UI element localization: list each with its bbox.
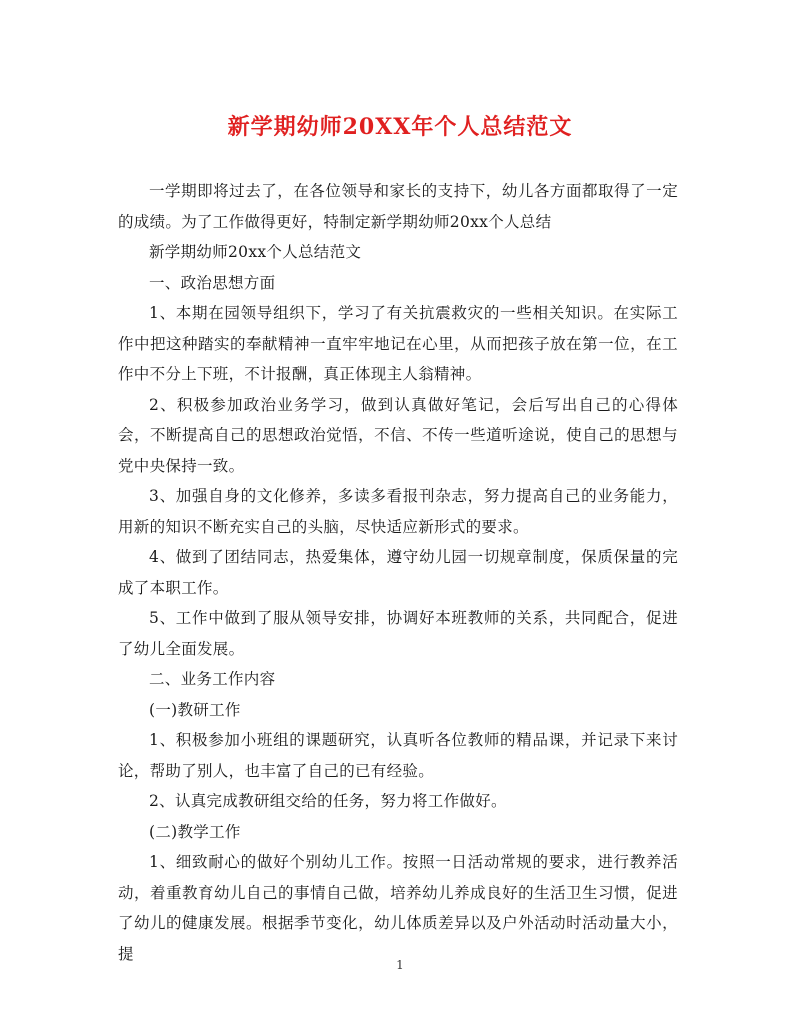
paragraph-research-1: 1、积极参加小班组的课题研究，认真听各位教师的精品课，并记录下来讨论，帮助了别人，也丰富了自己的已有经验。 xyxy=(118,731,678,780)
paragraph-politics-4: 4、做到了团结同志，热爱集体，遵守幼儿园一切规章制度，保质保量的完成了本职工作。 xyxy=(118,548,678,597)
paragraph-politics-2: 2、积极参加政治业务学习，做到认真做好笔记，会后写出自己的心得体会，不断提高自己的思想政治觉悟，不信、不传一些道听途说，使自己的思想与党中央保持一致。 xyxy=(118,395,678,475)
section-heading-politics: 一、政治思想方面 xyxy=(149,273,276,292)
document-body xyxy=(118,176,678,969)
subsection-heading-teaching: (二)教学工作 xyxy=(149,822,241,841)
paragraph-politics-3: 3、加强自身的文化修养，多读多看报刊杂志，努力提高自己的业务能力，用新的知识不断充实自己的头脑，尽快适应新形式的要求。 xyxy=(118,487,678,536)
paragraph-intro: 一学期即将过去了，在各位领导和家长的支持下，幼儿各方面都取得了一定的成绩。为了工作做得更好，特制定新学期幼师20xx个人总结 xyxy=(118,182,678,231)
subsection-heading-research: (一)教研工作 xyxy=(149,700,241,719)
paragraph-teaching-1: 1、细致耐心的做好个别幼儿工作。按照一日活动常规的要求，进行教养活动，着重教育幼儿自己的事情自己做，培养幼儿养成良好的生活卫生习惯，促进了幼儿的健康发展。根据季节变化，幼儿体质差异以及户外活动时活动量大小，提 xyxy=(118,853,678,963)
document-title: 新学期幼师20XX年个人总结范文 xyxy=(227,114,573,140)
paragraph-subtitle: 新学期幼师20xx个人总结范文 xyxy=(149,243,362,261)
section-heading-business: 二、业务工作内容 xyxy=(149,670,276,688)
paragraph-research-2: 2、认真完成教研组交给的任务，努力将工作做好。 xyxy=(149,792,507,810)
page-number: 1 xyxy=(396,958,404,972)
paragraph-politics-5: 5、工作中做到了服从领导安排，协调好本班教师的关系，共同配合，促进了幼儿全面发展。 xyxy=(118,609,678,658)
paragraph-politics-1: 1、本期在园领导组织下，学习了有关抗震救灾的一些相关知识。在实际工作中把这种踏实的奉献精神一直牢牢地记在心里，从而把孩子放在第一位，在工作中不分上下班，不计报酬，真正体现主人翁精神。 xyxy=(118,304,678,383)
